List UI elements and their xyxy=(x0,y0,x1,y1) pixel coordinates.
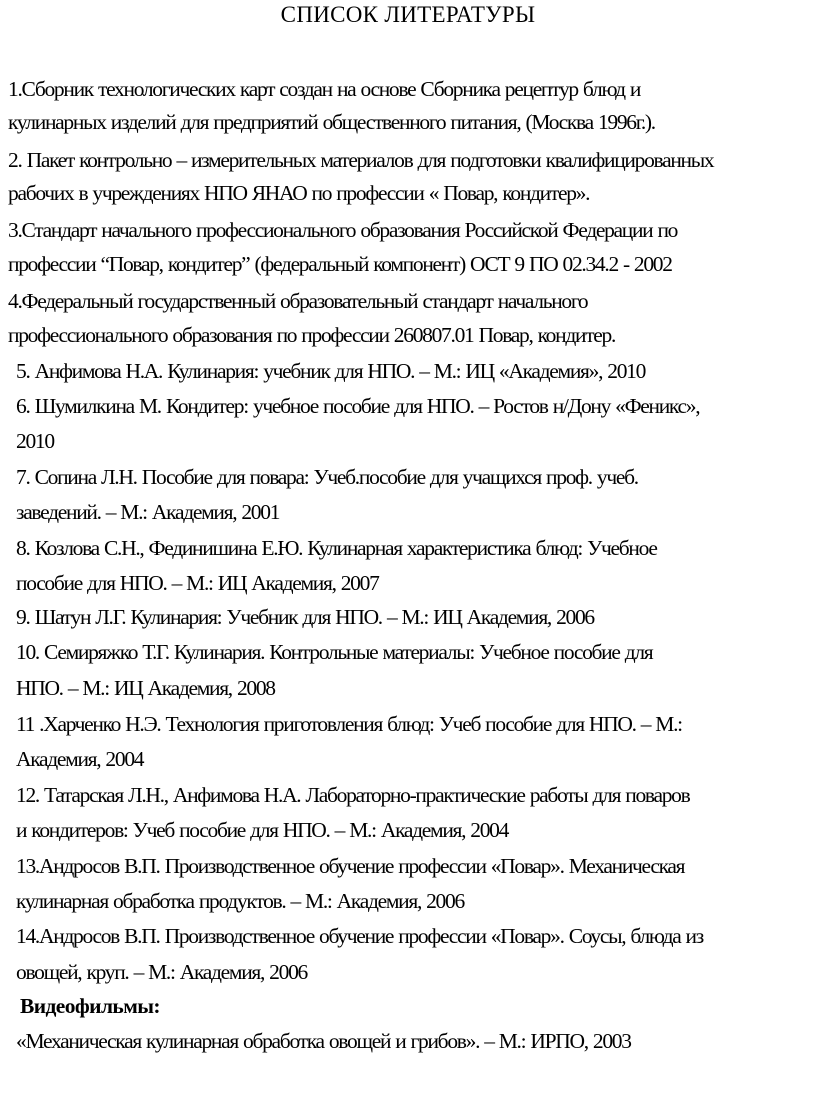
reference-line: 8. Козлова С.Н., Фединишина Е.Ю. Кулинарная характеристика блюд: Учебное xyxy=(16,536,657,560)
reference-line: заведений. – М.: Академия, 2001 xyxy=(16,500,280,524)
reference-line: 9. Шатун Л.Г. Кулинария: Учебник для НПО. – М.: ИЦ Академия, 2006 xyxy=(16,605,594,629)
reference-line: 11 .Харченко Н.Э. Технология приготовления блюд: Учеб пособие для НПО. – М.: xyxy=(16,712,682,736)
reference-line: 7. Сопина Л.Н. Пособие для повара: Учеб.пособие для учащихся проф. учеб. xyxy=(16,465,638,489)
video-reference-line: «Механическая кулинарная обработка овощей и грибов». – М.: ИРПО, 2003 xyxy=(16,1029,631,1053)
reference-line: кулинарная обработка продуктов. – М.: Академия, 2006 xyxy=(16,889,464,913)
video-heading: Видеофильмы: xyxy=(20,994,160,1018)
reference-line: 2. Пакет контрольно – измерительных материалов для подготовки квалифицированных xyxy=(8,148,714,172)
reference-line: пособие для НПО. – М.: ИЦ Академия, 2007 xyxy=(16,571,379,595)
reference-line: 14.Андросов В.П. Производственное обучение профессии «Повар». Соусы, блюда из xyxy=(16,924,703,948)
reference-line: 12. Татарская Л.Н., Анфимова Н.А. Лабораторно-практические работы для поваров xyxy=(16,783,690,807)
reference-line: 5. Анфимова Н.А. Кулинария: учебник для НПО. – М.: ИЦ «Академия», 2010 xyxy=(16,359,646,383)
reference-line: 4.Федеральный государственный образовательный стандарт начального xyxy=(8,289,588,313)
reference-line: кулинарных изделий для предприятий общественного питания, (Москва 1996г.). xyxy=(8,110,655,134)
reference-line: 2010 xyxy=(16,429,54,453)
reference-line: НПО. – М.: ИЦ Академия, 2008 xyxy=(16,676,275,700)
reference-line: 6. Шумилкина М. Кондитер: учебное пособие для НПО. – Ростов н/Дону «Феникс», xyxy=(16,394,700,418)
reference-line: 13.Андросов В.П. Производственное обучение профессии «Повар». Механическая xyxy=(16,854,685,878)
page-title: СПИСОК ЛИТЕРАТУРЫ xyxy=(280,2,536,27)
reference-line: профессии “Повар, кондитер” (федеральный компонент) ОСТ 9 ПО 02.34.2 - 2002 xyxy=(8,252,672,276)
reference-line: и кондитеров: Учеб пособие для НПО. – М.: Академия, 2004 xyxy=(16,818,509,842)
reference-line: 3.Стандарт начального профессионального образования Российской Федерации по xyxy=(8,218,678,242)
reference-line: профессионального образования по профессии 260807.01 Повар, кондитер. xyxy=(8,323,616,347)
reference-line: 10. Семиряжко Т.Г. Кулинария. Контрольные материалы: Учебное пособие для xyxy=(16,640,653,664)
reference-line: 1.Сборник технологических карт создан на основе Сборника рецептур блюд и xyxy=(8,77,641,101)
reference-line: овощей, круп. – М.: Академия, 2006 xyxy=(16,960,307,984)
reference-line: Академия, 2004 xyxy=(16,747,144,771)
reference-line: рабочих в учреждениях НПО ЯНАО по профессии « Повар, кондитер». xyxy=(8,181,590,205)
